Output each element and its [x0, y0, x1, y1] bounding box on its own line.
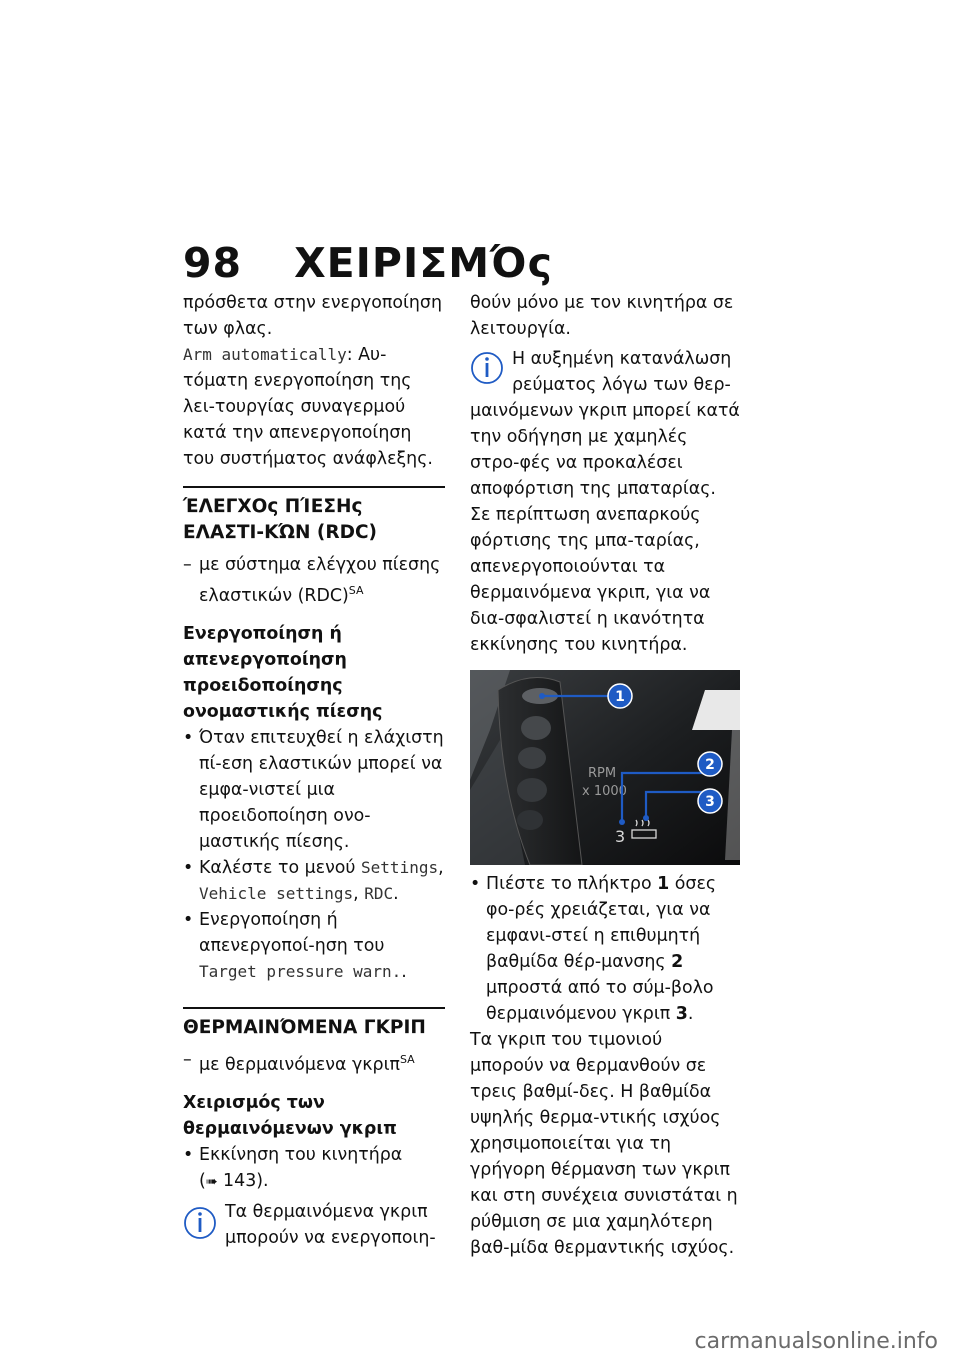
grips-heading: ΘΕΡΜΑΙΝΌΜΕΝΑ ΓΚΡΙΠ — [183, 1016, 426, 1038]
bullet-marker: • — [183, 857, 194, 878]
bullet-text: Εκκίνηση του κινητήρα — [199, 1144, 403, 1165]
callout-3: 3 — [705, 794, 715, 810]
intro-text-2-body: : Αυ-τόματη ενεργοποίηση της λει-τουργίας συναγερμού κατά την απενεργοποίηση του συστήματος ανάφλεξης. — [183, 345, 433, 469]
period: . — [687, 1004, 694, 1024]
separator: , — [353, 883, 365, 904]
sa-superscript: SA — [348, 584, 364, 597]
vehicle-settings-label: Vehicle settings — [199, 883, 354, 903]
heating-level-digit: 3 — [615, 827, 626, 846]
bullet-marker: • — [183, 1144, 194, 1165]
sa-superscript: SA — [399, 1052, 415, 1066]
left-column — [183, 290, 445, 1251]
callout-2: 2 — [705, 757, 715, 773]
dash-marker: – — [183, 555, 192, 575]
note-grips-engine — [183, 1199, 445, 1251]
bullet-item — [183, 907, 445, 985]
note-text: Τα θερμαινόμενα γκριπ μπορούν να ενεργοποιη- — [225, 1201, 436, 1248]
watermark: carmanualsonline.info — [694, 1329, 938, 1354]
closing-paragraph: Τα γκριπ του τιμονιού μπορούν να θερμανθούν σε τρεις βαθμί-δες. Η βαθμίδα υψηλής θερμα-ντικής ισχύος χρησιμοποιείται για τη γρήγορη θέρμανση των γκριπ και στη συνέχεια συνιστάται η ρύθμιση σε μια χαμηλότερη βαθ-μίδα θερμαντικής ισχύος. — [470, 1030, 738, 1258]
rdc-requirement — [183, 552, 445, 609]
note-text: Η αυξημένη κατανάλωση ρεύματος λόγω των θερ-μαινόμενων γκριπ μπορεί κατά την οδήγηση με χαμηλές στρο-φές να προκαλέσει αποφόρτιση της μπαταρίας. Σε περίπτωση ανεπαρκούς φόρτισης της μπα-ταρίας, απενεργοποιούνται τα θερμαινόμενα γκριπ, για να δια-σφαλιστεί η ικανότητα εκκίνησης του κινητήρα. — [470, 349, 740, 655]
period: . — [401, 961, 407, 982]
bullet-item — [183, 1142, 445, 1195]
bullet-text: Πιέστε το πλήκτρο — [486, 874, 658, 894]
rdc-heading: ΈΛΕΓΧΟς ΠΊΕΣΗς ΕΛΑΣΤΙ-ΚΏΝ (RDC) — [183, 496, 377, 543]
grips-requirement — [183, 1047, 445, 1078]
note-battery — [470, 346, 740, 658]
note-continuation: θούν μόνο με τον κινητήρα σε λειτουργία. — [470, 293, 734, 339]
intro-text-1: πρόσθετα στην ενεργοποίηση των φλας. — [183, 293, 442, 339]
page-number: 98 — [183, 239, 243, 287]
arm-automatically-setting: Arm automatically — [183, 345, 347, 364]
rpm-scale: x 1000 — [582, 784, 627, 799]
separator: , — [438, 857, 444, 878]
callout-ref-3: 3 — [675, 1004, 688, 1024]
page-reference[interactable]: 143). — [217, 1170, 269, 1191]
target-pressure-warn-label: Target pressure warn. — [199, 961, 402, 981]
rdc-requirement-text: με σύστημα ελέγχου πίεσης ελαστικών (RDC) — [199, 555, 441, 606]
callout-ref-2: 2 — [671, 952, 684, 972]
bullet-marker: • — [183, 909, 194, 930]
bullet-marker: • — [470, 874, 481, 894]
dash-marker: – — [183, 1049, 192, 1070]
bullet-text: όσες φο-ρές χρειάζεται, για να εμφανι-στεί η επιθυμητή βαθμίδα θέρ-μανσης — [486, 874, 717, 972]
arrow-right-icon: ➠ — [205, 1173, 218, 1190]
divider — [183, 1007, 445, 1009]
ref-paren: ( — [199, 1170, 206, 1191]
section-title: ΧΕΙΡΙΣΜΌς — [294, 239, 553, 287]
rdc-menu-label: RDC — [364, 883, 394, 903]
bullet-item — [183, 725, 445, 855]
grips-subheading: Χειρισμός των θερμαινόμενων γκριπ — [183, 1092, 397, 1139]
settings-menu-label: Settings — [361, 857, 439, 877]
bullet-marker: • — [183, 727, 194, 748]
grips-requirement-text: με θερμαινόμενα γκριπ — [199, 1054, 400, 1075]
bullet-text: Όταν επιτευχθεί η ελάχιστη πί-εση ελαστικών μπορεί να εμφα-νιστεί μια προειδοποίηση ονο-μαστικής πίεσης. — [199, 727, 444, 852]
info-icon — [470, 348, 504, 388]
rdc-subheading: Ενεργοποίηση ή απενεργοποίηση προειδοποίησης ονομαστικής πίεσης — [183, 623, 383, 722]
bullet-item — [183, 855, 445, 907]
intro-text-2 — [183, 342, 445, 472]
handlebar-switch-photo — [470, 670, 740, 865]
rpm-label: RPM — [588, 766, 617, 781]
bullet-text: Καλέστε το μενού — [199, 857, 362, 878]
bullet-item — [470, 871, 740, 1027]
divider — [183, 486, 445, 488]
info-icon — [183, 1203, 217, 1243]
bullet-text: Ενεργοποίηση ή απενεργοποί-ηση του — [199, 909, 385, 956]
period: . — [393, 883, 399, 904]
page-header — [183, 239, 553, 287]
right-column — [470, 290, 740, 1261]
callout-ref-1: 1 — [657, 874, 670, 894]
bullet-text: μπροστά από το σύμ-βολο θερμαινόμενου γκριπ — [486, 978, 714, 1024]
callout-1: 1 — [615, 689, 625, 705]
